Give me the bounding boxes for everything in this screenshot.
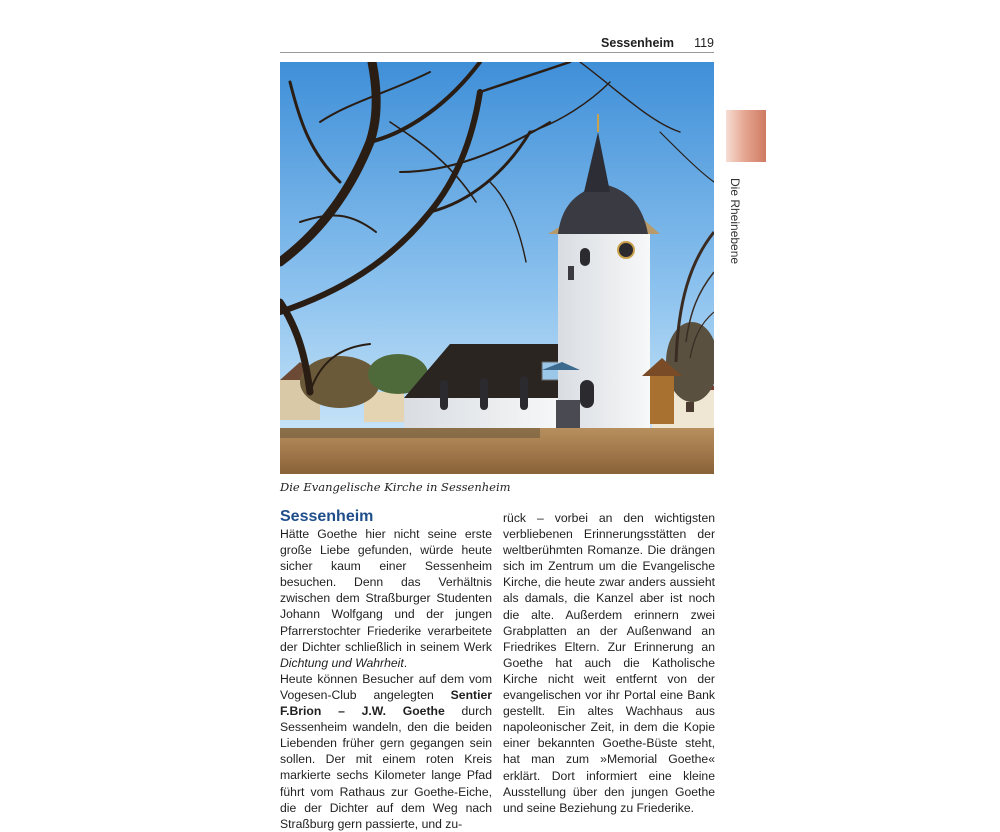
paragraph-2-text-b: durch Sessenheim wandeln, den die beiden Liebenden früher gern gegangen sein sollen. Der mit einem roten Kreis markierte sechs Kilometer lange Pfad führt vom Rathaus zur Goethe-Eiche, die der Dichter auf dem Weg nach Straßburg gern passierte, und zu-: [280, 704, 493, 831]
book-title: Dichtung und Wahrheit: [280, 655, 404, 670]
paragraph-1-end: .: [403, 655, 408, 670]
running-header: [280, 36, 714, 53]
header-section-title: Sessenheim: [601, 36, 674, 50]
text-column-1: [280, 526, 492, 832]
chapter-side-label: [724, 178, 744, 298]
paragraph-1-text: Hätte Goethe hier nicht seine erste große Liebe gefunden, würde heute sicher kaum einer Sessenheim besuchen. Denn das Verhältnis zwischen dem Straßburger Studenten Johann Wolfgang und der jungen Pfarrerstochter Friederike verarbeitete der Dichter schließlich in seinem Werk: [280, 527, 492, 654]
figure-caption: Die Evangelische Kirche in Sessenheim: [280, 480, 511, 494]
paragraph-2: [280, 671, 492, 832]
article-heading: Sessenheim: [280, 508, 374, 525]
paragraph-2-continued: rück – vorbei an den wichtigsten verbliebenen Erinnerungsstätten der weltberühmten Romanze. Die drängen sich im Zentrum um die Evangelische Kirche, die heute zwar anders aussieht als damals, die Kanzel aber ist noch die alte. Außerdem erinnern zwei Grabplatten an der Außenwand an Friedrikes Eltern. Zur Erinnerung an Goethe hat auch die Katholische Kirche nicht weit entfernt von der evangelischen vor ihr Portal eine Bank gestellt. Ein altes Wachhaus aus napoleonischer Zeit, in dem die Kopie einer bekannten Goethe-Büste steht, hat man zum »Memorial Goethe« erklärt. Dort informiert eine kleine Ausstellung über den jungen Goethe und seine Beziehung zu Friederike.: [503, 511, 715, 815]
trail-name: Sentier F.Brion – J.W. Goethe: [280, 687, 492, 719]
chapter-side-label-text: Die Rheinebene: [728, 178, 742, 265]
text-column-2: [503, 510, 715, 816]
paragraph-2-text-a: Heute können Besucher auf dem vom Vogesen-Club angelegten: [280, 671, 492, 702]
church-photo: [280, 62, 714, 474]
page-number: 119: [694, 36, 714, 50]
paragraph-1: [280, 526, 492, 671]
chapter-color-tab: [726, 110, 766, 162]
ground-shadow: [280, 428, 540, 438]
